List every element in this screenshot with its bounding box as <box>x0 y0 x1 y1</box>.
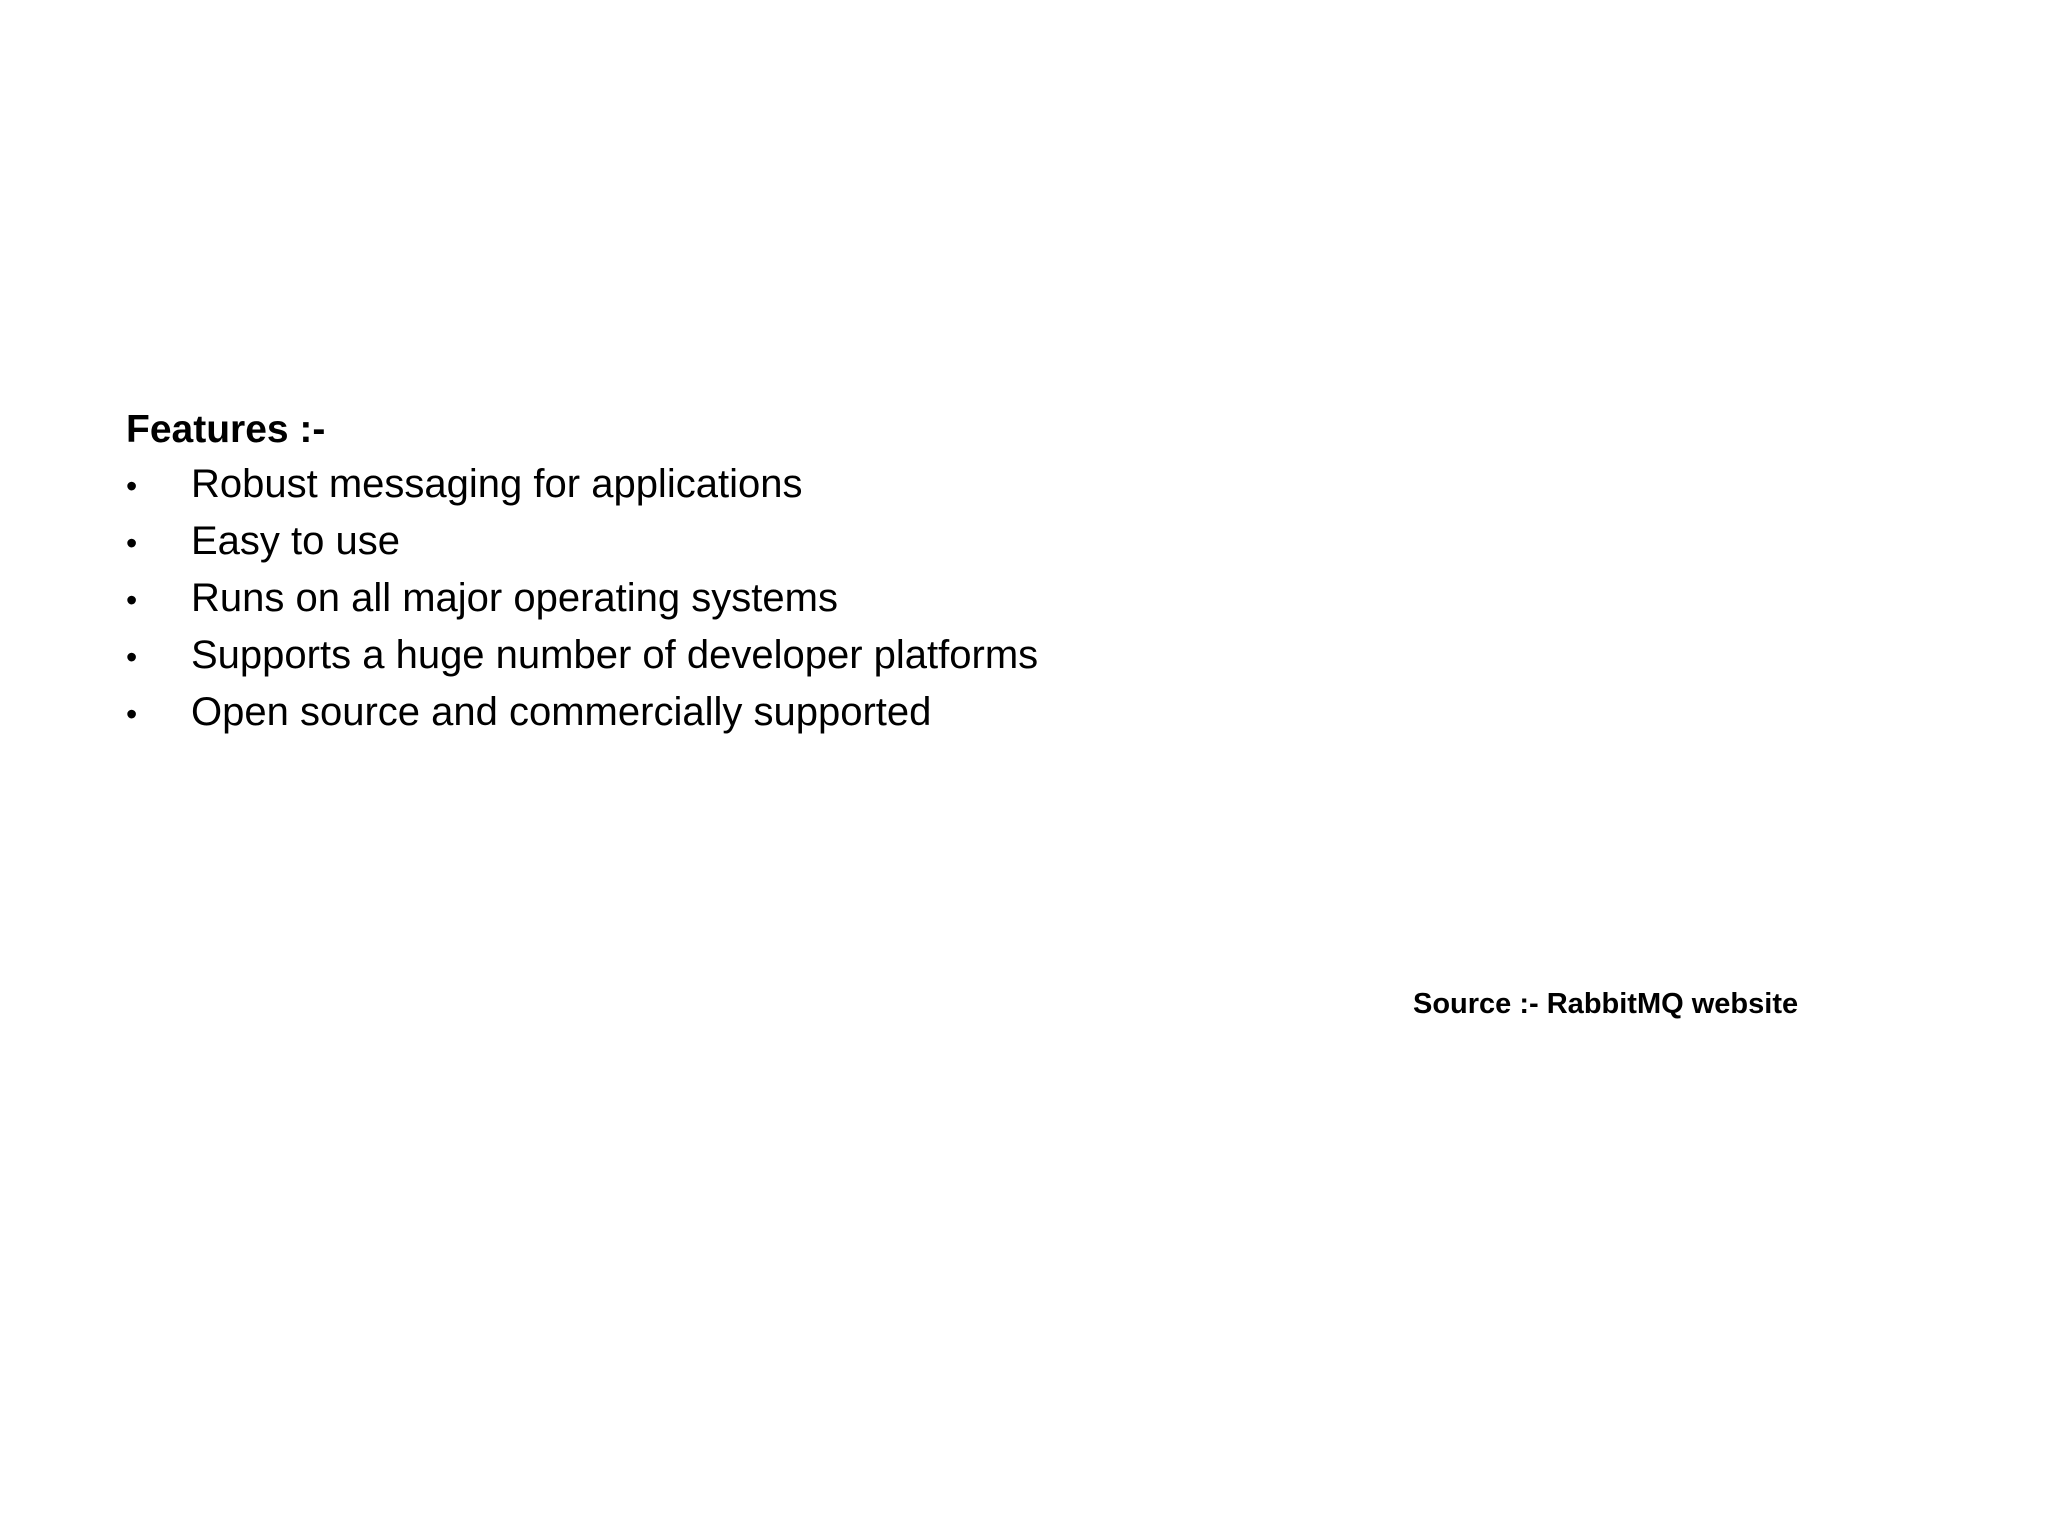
list-item-text: Runs on all major operating systems <box>191 576 838 620</box>
list-item-text: Easy to use <box>191 519 401 563</box>
source-citation: Source :- RabbitMQ website <box>1413 988 1799 1020</box>
features-list <box>126 457 1526 742</box>
features-heading: Features :- <box>126 408 326 451</box>
list-item <box>126 628 1526 685</box>
bullet-icon: • <box>126 639 138 675</box>
bullet-icon: • <box>126 696 138 732</box>
list-item-text: Robust messaging for applications <box>191 462 803 506</box>
bullet-icon: • <box>126 468 138 504</box>
bullet-icon: • <box>126 582 138 618</box>
list-item-text: Supports a huge number of developer platforms <box>191 633 1039 677</box>
features-block <box>126 402 1526 742</box>
list-item-text: Open source and commercially supported <box>191 690 932 734</box>
list-item <box>126 457 1526 514</box>
list-item <box>126 571 1526 628</box>
bullet-icon: • <box>126 525 138 561</box>
list-item <box>126 514 1526 571</box>
list-item <box>126 685 1526 742</box>
